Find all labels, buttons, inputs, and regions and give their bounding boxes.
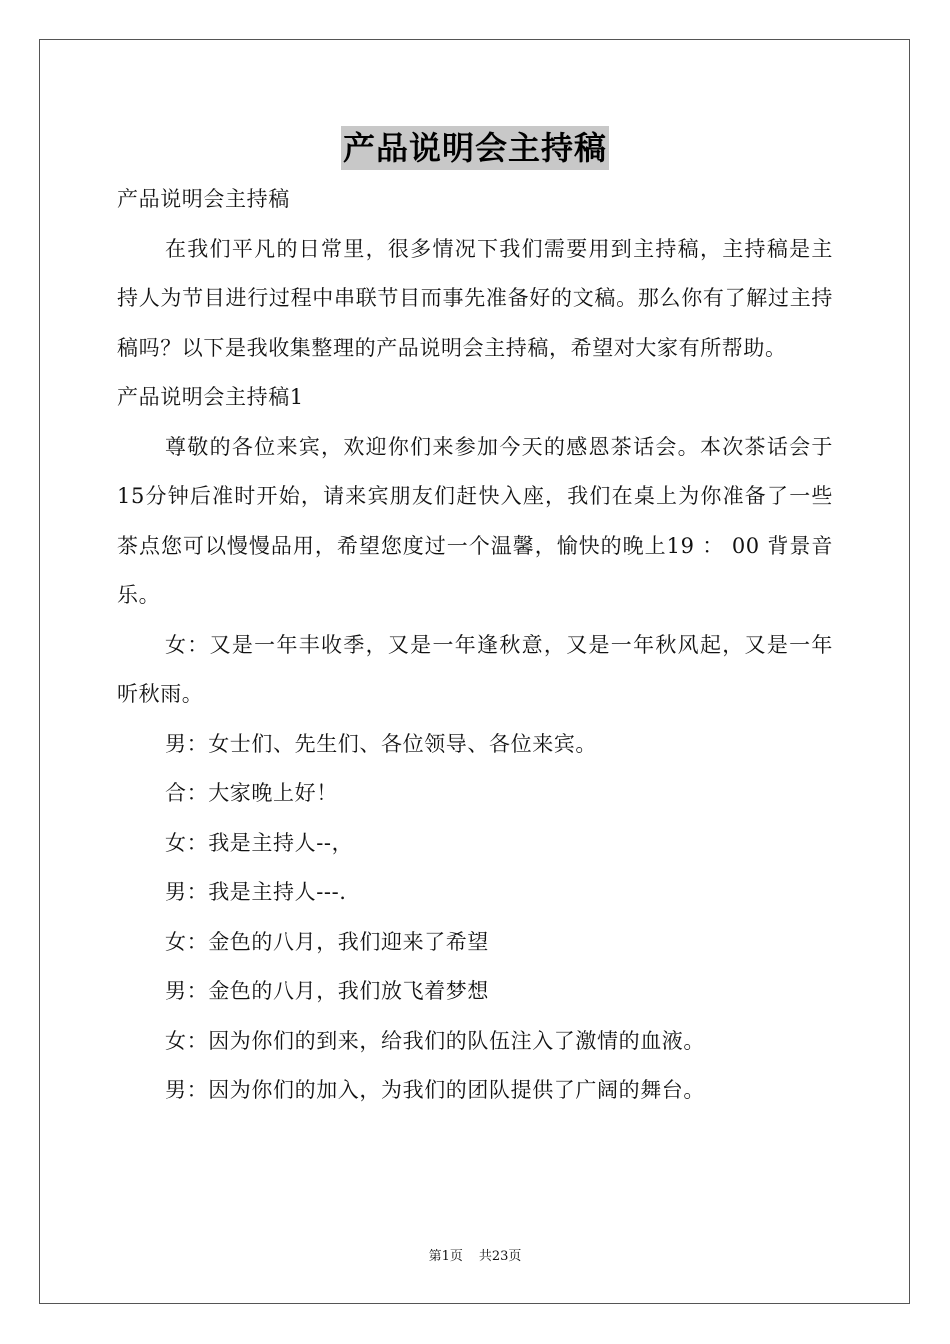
body-paragraph-female-hope: 女：金色的八月，我们迎来了希望 xyxy=(165,929,489,954)
body-paragraph-female-host: 女：我是主持人--， xyxy=(165,830,354,855)
page-number: 第1页 xyxy=(428,1249,463,1264)
body-paragraph-female-arrival: 女：因为你们的到来，给我们的队伍注入了激情的血液。 xyxy=(165,1028,705,1053)
body-paragraph-male-host: 男：我是主持人---. xyxy=(165,880,347,904)
title-container xyxy=(0,126,950,170)
body-paragraph-male-join: 男：因为你们的加入，为我们的团队提供了广阔的舞台。 xyxy=(165,1078,705,1102)
body-paragraph-welcome: 尊敬的各位来宾，欢迎你们来参加今天的感恩茶话会。本次茶话会于15分钟后准时开始，请来宾朋友们赶快入座，我们在桌上为你准备了一些茶点您可以慢慢品用，希望您度过一个温馨，愉快的晚上19 ： 00 背景音乐。 xyxy=(117,434,833,607)
body-paragraph-male-dream: 男：金色的八月，我们放飞着梦想 xyxy=(165,979,489,1003)
page-footer xyxy=(0,1248,950,1266)
page-total: 共23页 xyxy=(478,1249,522,1264)
intro-paragraph: 在我们平凡的日常里，很多情况下我们需要用到主持稿，主持稿是主持人为节目进行过程中串联节目而事先准备好的文稿。那么你有了解过主持稿吗？以下是我收集整理的产品说明会主持稿，希望对大家有所帮助。 xyxy=(117,236,833,360)
body-paragraph-male-greeting: 男：女士们、先生们、各位领导、各位来宾。 xyxy=(165,731,597,756)
document-subtitle: 产品说明会主持稿 xyxy=(117,187,290,211)
document-body xyxy=(117,175,833,1116)
document-title: 产品说明会主持稿 xyxy=(341,126,609,170)
body-paragraph-female-opening: 女：又是一年丰收季，又是一年逢秋意，又是一年秋风起，又是一年听秋雨。 xyxy=(117,632,833,706)
section-heading: 产品说明会主持稿1 xyxy=(117,385,304,409)
body-paragraph-together: 合：大家晚上好！ xyxy=(165,781,338,805)
